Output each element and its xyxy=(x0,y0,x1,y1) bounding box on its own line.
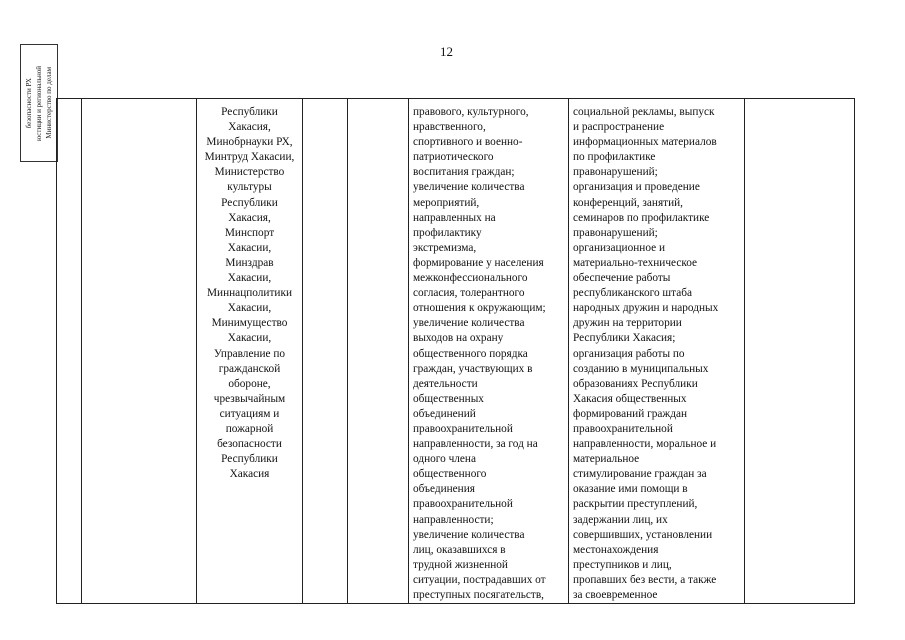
page-number: 12 xyxy=(440,44,453,59)
cell-activities xyxy=(569,99,745,604)
program-table xyxy=(56,98,855,604)
cell-task xyxy=(82,99,197,604)
stamp-line-3: безопасности РХ xyxy=(24,77,33,129)
cell-number xyxy=(57,99,82,604)
cell-period xyxy=(303,99,348,604)
registration-stamp xyxy=(20,44,58,162)
cell-executors xyxy=(197,99,303,604)
activities-text: социальной рекламы, выпуск и распространение информационных материалов по профилактике правонарушений; организация и проведение конференций, занятий, семинаров по профилактике правонарушений; организационное и материально-техническое обеспечение работы республиканского штаба народных дружин и народных дружин на территории Республики Хакасия; организация работы по созданию в муниципальных образованиях Республики Хакасия общественных формирований граждан правоохранительной направленности, моральное и материальное стимулирование граждан за оказание ими помощи в раскрытии преступлений, задержании лиц, их совершивших, установлении местонахождения преступников и лиц, пропавших без вести, а также за своевременное xyxy=(573,106,719,601)
indicators-text: правового, культурного, нравственного, спортивного и военно- патриотического воспитания граждан; увеличение количества мероприятий, направленных на профилактику экстремизма, формирование у населения межконфессионального согласия, толерантного отношения к окружающим; увеличение количества выходов на охрану общественного порядка граждан, участвующих в деятельности общественных объединений правоохранительной направленности, за год на одного члена общественного объединения правоохранительной направленности; увеличение количества лиц, оказавшихся в трудной жизненной ситуации, пострадавших от преступных посягательств, xyxy=(413,106,546,601)
cell-indicators xyxy=(409,99,569,604)
stamp-line-1: Министерство по делам xyxy=(44,67,53,139)
cell-period-2 xyxy=(348,99,409,604)
executors-text: Республики Хакасия, Минобрнауки РХ, Минтруд Хакасии, Министерство культуры Республики Хакасия, Минспорт Хакасии, Минздрав Хакасии, Миннацполитики Хакасии, Минимущество Хакасии, Управление по гражданской обороне, чрезвычайным ситуациям и пожарной безопасности Республики Хакасия xyxy=(204,106,295,481)
table-row xyxy=(57,99,855,604)
cell-notes xyxy=(745,99,855,604)
stamp-line-2: юстиции и региональной xyxy=(34,65,43,141)
